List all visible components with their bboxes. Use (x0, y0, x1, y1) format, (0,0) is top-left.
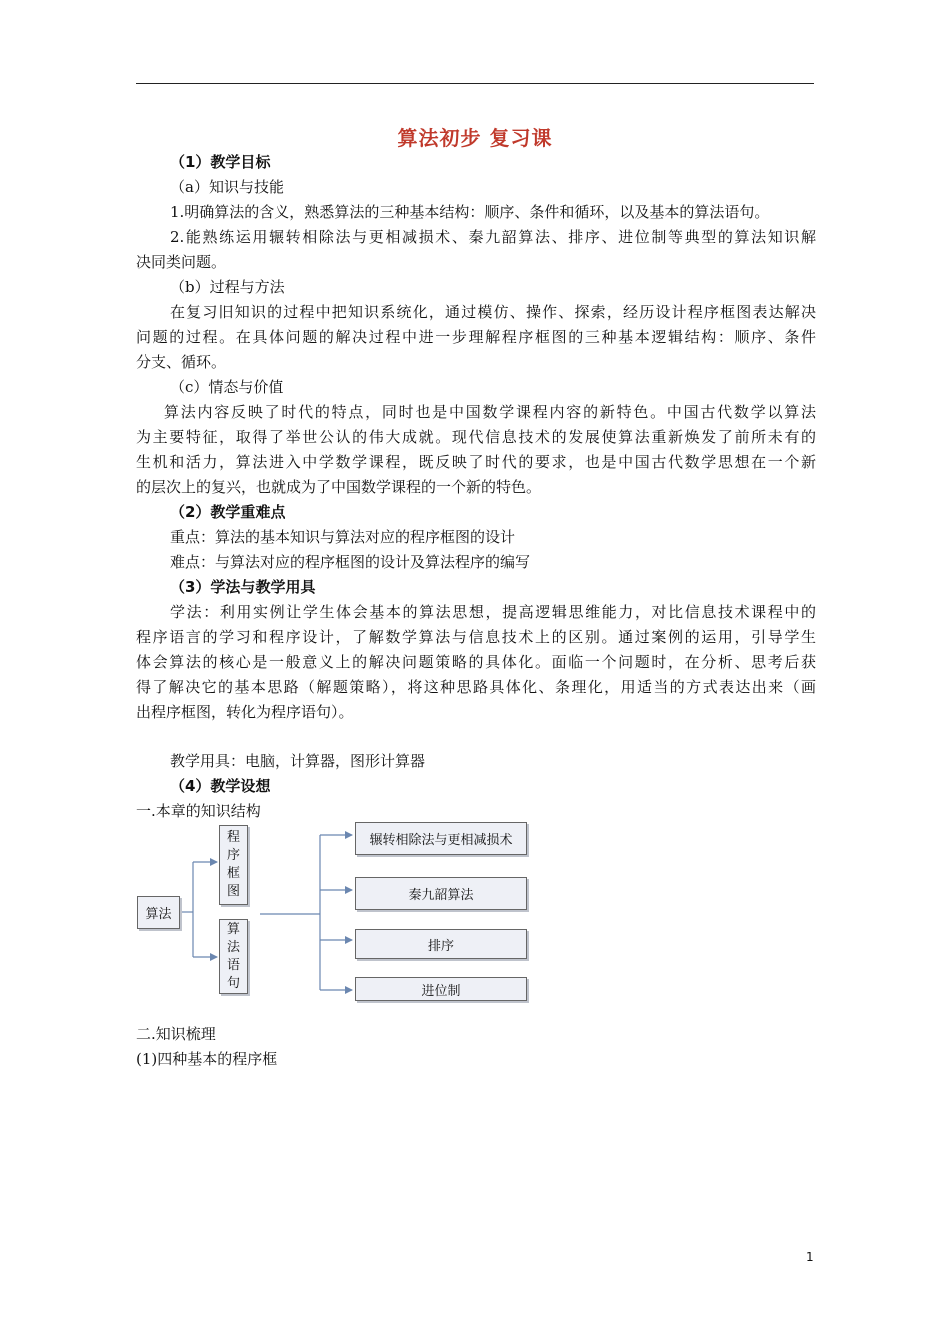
diagram-node-algorithm (137, 896, 180, 929)
part-two-knowledge-review: 二.知识梳理 (136, 1025, 216, 1043)
part-two-item-1: (1)四种基本的程序框 (136, 1050, 278, 1068)
diagram-leaf-sorting (355, 929, 527, 959)
diagram-node-statements-char: 法 (226, 939, 240, 955)
subheading-knowledge-skills: （a）知识与技能 (170, 178, 284, 196)
subheading-process-methods: （b）过程与方法 (170, 278, 285, 296)
paragraph-process-line3: 分支、循环。 (136, 353, 227, 371)
diagram-leaf-qinjiushao (355, 877, 527, 910)
heading-teaching-design: （4）教学设想 (170, 777, 271, 795)
paragraph-goal-2-line2: 决同类问题。 (136, 253, 227, 271)
diagram-leaf-label: 辗转相除法与更相减损术 (369, 833, 513, 848)
diagram-leaf-number-base (355, 977, 527, 1001)
diagram-leaf-label: 排序 (427, 938, 454, 954)
paragraph-values-line1: 算法内容反映了时代的特点，同时也是中国数学课程内容的新特色。中国古代数学以算法 (164, 403, 816, 421)
diagram-node-statements-char: 句 (226, 975, 240, 991)
paragraph-process-line2: 问题的过程。在具体问题的解决过程中进一步理解程序框图的三种基本逻辑结构：顺序、条件 (136, 328, 816, 346)
diagram-node-statements-char: 语 (226, 957, 240, 973)
subheading-attitude-values: （c）情态与价值 (170, 378, 284, 396)
diagram-node-flowchart-char: 序 (226, 848, 240, 863)
difficult-point: 难点：与算法对应的程序框图的设计及算法程序的编写 (170, 553, 531, 571)
paragraph-goal-1: 1.明确算法的含义，熟悉算法的三种基本结构：顺序、条件和循环，以及基本的算法语句。 (170, 203, 770, 221)
paragraph-methods-line2: 程序语言的学习和程序设计，了解数学算法与信息技术上的区别。通过案例的运用，引导学生 (136, 628, 816, 646)
paragraph-values-line4: 的层次上的复兴，也就成为了中国数学课程的一个新的特色。 (136, 478, 542, 496)
paragraph-values-line3: 生机和活力，算法进入中学数学课程，既反映了时代的要求，也是中国古代数学思想在一个新 (136, 453, 816, 471)
diagram-node-flowchart-char: 程 (226, 830, 240, 845)
diagram-node-algorithm-statements (219, 919, 248, 994)
heading-teaching-goals: （1）教学目标 (170, 153, 271, 171)
diagram-node-algorithm-label: 算法 (145, 907, 172, 922)
diagram-node-flowchart (219, 825, 248, 905)
diagram-node-statements-char: 算 (226, 921, 240, 937)
paragraph-methods-line3: 体会算法的核心是一般意义上的解决问题策略的具体化。面临一个问题时，在分析、思考后获 (136, 653, 816, 671)
diagram-node-flowchart-char: 框 (226, 866, 240, 881)
part-one-knowledge-structure: 一.本章的知识结构 (136, 802, 261, 820)
paragraph-goal-2-line1: 2.能熟练运用辗转相除法与更相减损术、秦九韶算法、排序、进位制等典型的算法知识解 (170, 228, 816, 246)
diagram-leaf-label: 秦九韶算法 (408, 888, 474, 903)
paragraph-process-line1: 在复习旧知识的过程中把知识系统化，通过模仿、操作、探索，经历设计程序框图表达解决 (170, 303, 816, 321)
paragraph-methods-line5: 出程序框图，转化为程序语句）。 (136, 703, 354, 721)
paragraph-methods-line1: 学法：利用实例让学生体会基本的算法思想，提高逻辑思维能力，对比信息技术课程中的 (170, 603, 816, 621)
paragraph-values-line2: 为主要特征，取得了举世公认的伟大成就。现代信息技术的发展使算法重新焕发了前所未有的 (136, 428, 816, 446)
diagram-leaf-euclid (355, 822, 527, 855)
paragraph-methods-line4: 得了解决它的基本思路（解题策略），将这种思路具体化、条理化，用适当的方式表达出来（画 (136, 678, 816, 696)
diagram-leaf-label: 进位制 (421, 983, 461, 999)
document-title: 算法初步 复习课 (397, 126, 553, 150)
teaching-tools: 教学用具：电脑，计算器，图形计算器 (170, 752, 426, 770)
diagram-node-flowchart-char: 图 (226, 884, 240, 899)
page-number: 1 (806, 1250, 814, 1264)
heading-learning-methods-tools: （3）学法与教学用具 (170, 578, 316, 596)
heading-key-difficult-points: （2）教学重难点 (170, 503, 286, 521)
key-point: 重点：算法的基本知识与算法对应的程序框图的设计 (170, 528, 516, 546)
